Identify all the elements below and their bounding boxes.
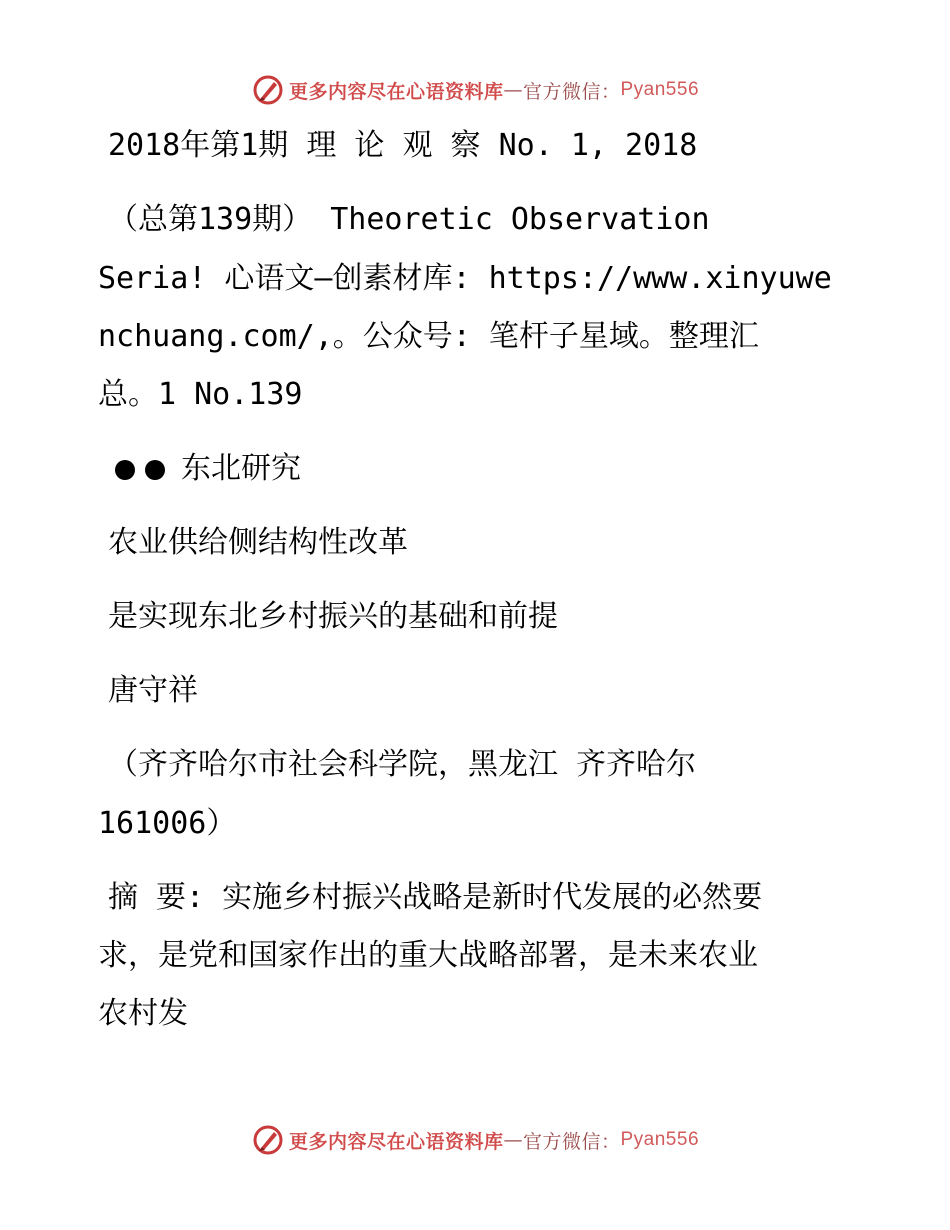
affiliation-line1: （齐齐哈尔市社会科学院，黑龙江 齐齐哈尔	[108, 747, 697, 782]
bullet-dot-icon	[115, 460, 135, 480]
section-heading	[115, 450, 301, 489]
journal-header-en: （总第139期） Theoretic Observation	[108, 202, 710, 237]
bullet-icons	[115, 451, 175, 489]
banner-wechat-id: Pyan556	[620, 79, 700, 100]
text-line-4: nchuang.com/,。公众号: 笔杆子星域。整理汇	[98, 319, 759, 354]
article-title-line2: 是实现东北乡村振兴的基础和前提	[108, 599, 558, 634]
abstract-line2: 求，是党和国家作出的重大战略部署，是未来农业	[98, 938, 758, 973]
banner-lead-text: 更多内容尽在心语资料库	[288, 80, 504, 103]
pen-logo-icon	[251, 73, 285, 107]
banner-dash: —	[503, 79, 523, 101]
banner-lead-text: 更多内容尽在心语资料库	[288, 1130, 504, 1153]
watermark-banner-top	[0, 70, 950, 110]
watermark-banner-bottom	[0, 1120, 950, 1160]
abstract-line3: 农村发	[98, 996, 188, 1031]
pen-logo-icon	[251, 1123, 285, 1157]
journal-header-cn: 2018年第1期 理 论 观 察 No. 1, 2018	[108, 128, 698, 163]
banner-wechat-id: Pyan556	[620, 1129, 700, 1150]
author-name: 唐守祥	[108, 673, 198, 708]
text-line-5: 总。1 No.139	[98, 377, 303, 412]
affiliation-line2: 161006）	[98, 806, 237, 841]
banner-dash: —	[503, 1129, 523, 1151]
abstract-line1: 摘 要: 实施乡村振兴战略是新时代发展的必然要	[108, 880, 763, 915]
banner-wechat-label: 官方微信：	[522, 80, 621, 103]
text-line-3: Seria! 心语文—创素材库: https://www.xinyuwe	[98, 261, 832, 296]
bullet-dot-icon	[145, 460, 165, 480]
section-label: 东北研究	[181, 451, 301, 486]
banner-wechat-label: 官方微信：	[522, 1130, 621, 1153]
article-title-line1: 农业供给侧结构性改革	[108, 525, 408, 560]
